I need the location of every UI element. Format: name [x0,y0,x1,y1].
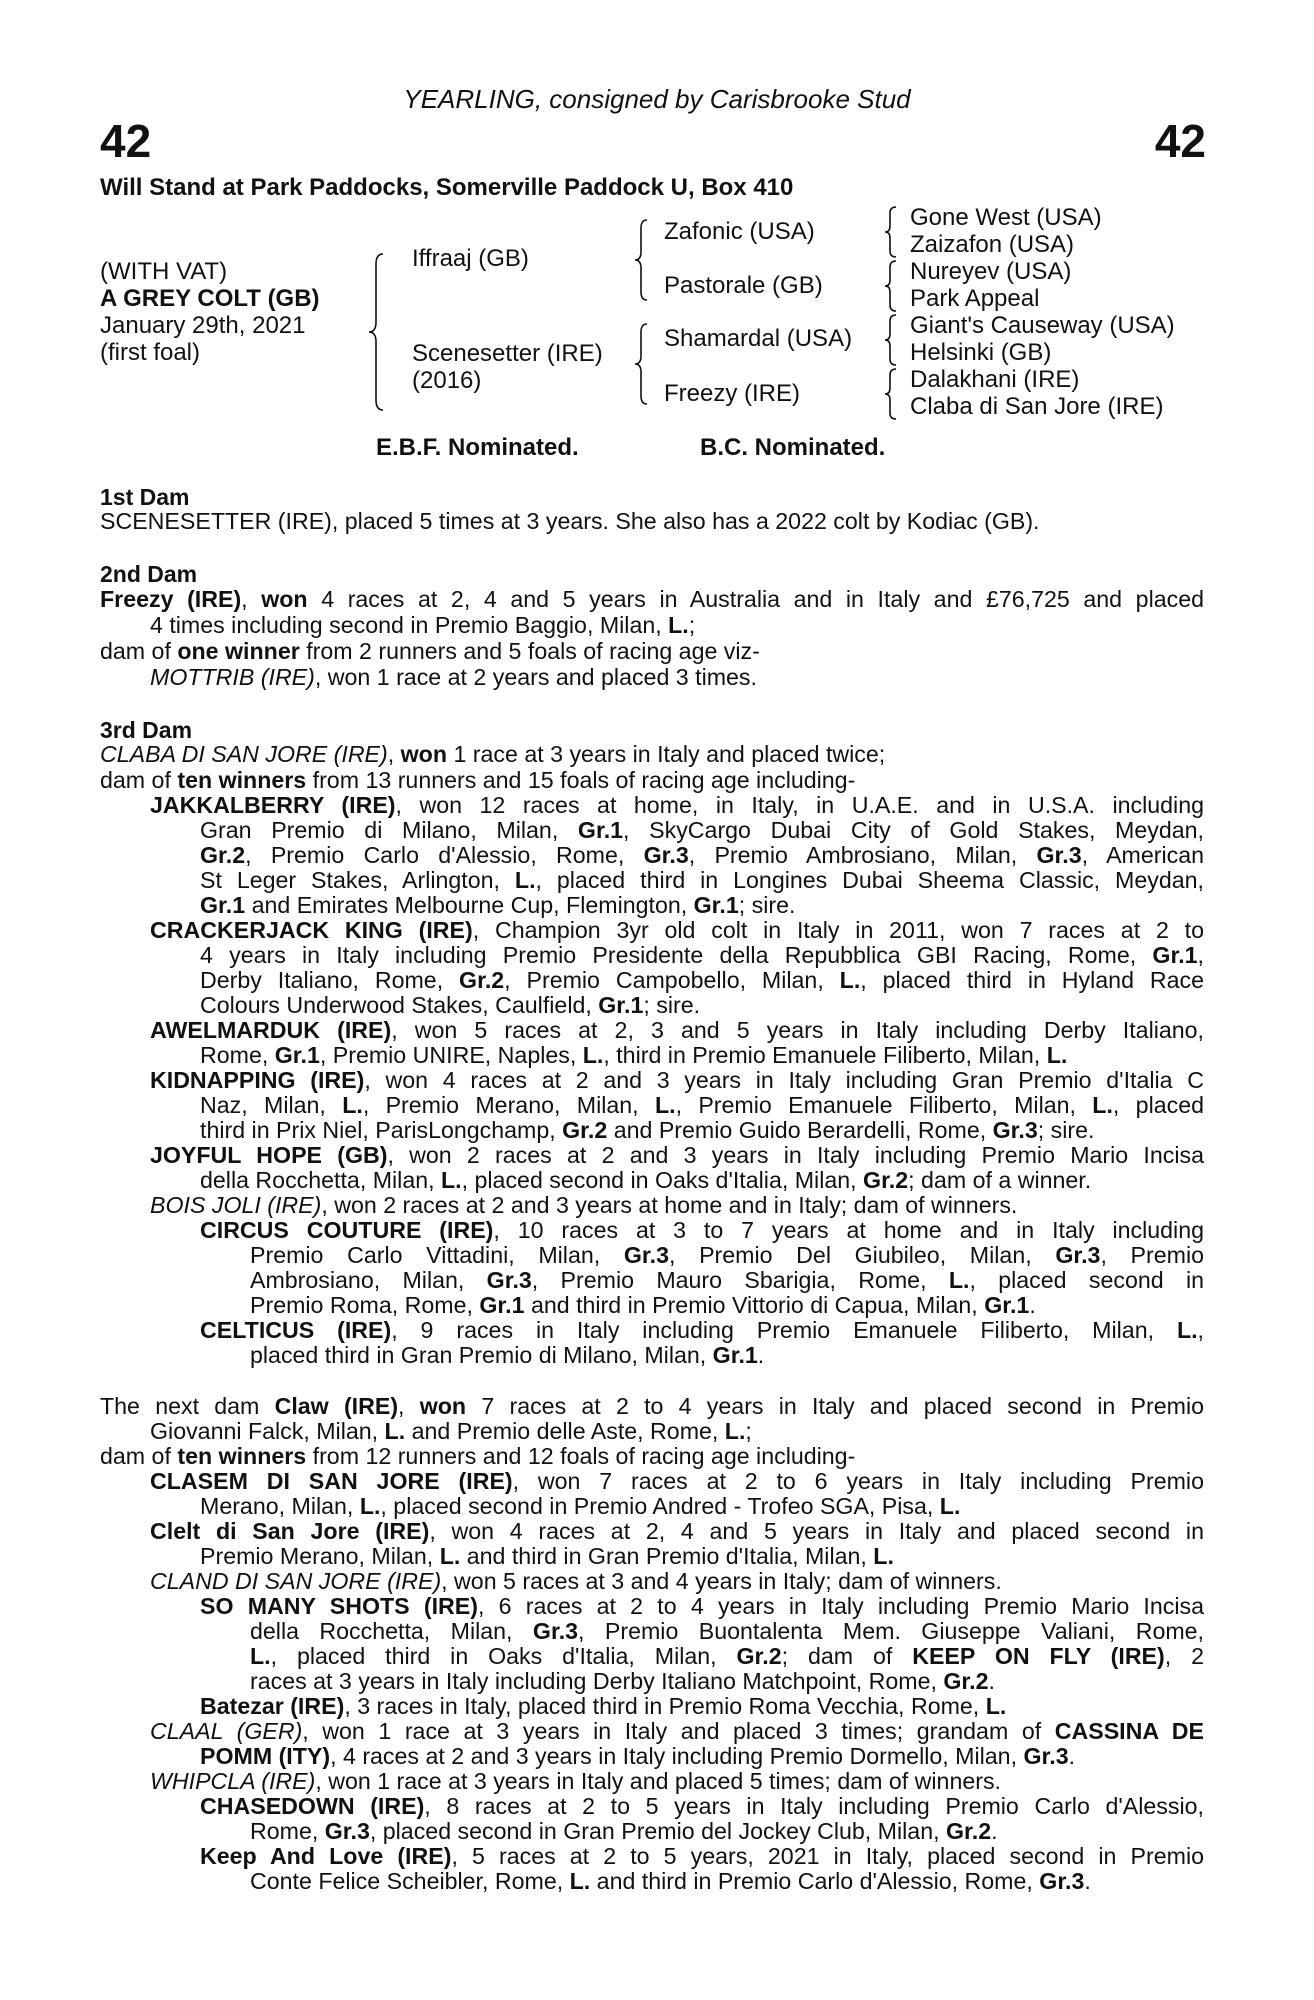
produce-line: L., placed third in Oaks d'Italia, Milan, Gr.2; dam of KEEP ON FLY (IRE), 2 [250,1643,1204,1669]
next-dam-line: Giovanni Falck, Milan, L. and Premio delle Aste, Rome, L.; [150,1418,752,1444]
third-dam-line: CLABA DI SAN JORE (IRE), won 1 race at 3 years in Italy and placed twice; [100,741,886,767]
produce-line: della Rocchetta, Milan, L., placed second in Oaks d'Italia, Milan, Gr.2; dam of a winner. [200,1167,1092,1193]
pedigree-brace-g3-1 [884,205,900,259]
produce-line: SO MANY SHOTS (IRE), 6 races at 2 to 4 years in Italy including Premio Mario Incisa [200,1593,1205,1619]
next-dam-line: dam of ten winners from 12 runners and 12 foals of racing age including- [100,1443,856,1469]
vat-note: (WITH VAT) [100,258,228,285]
dam-year: (2016) [412,367,482,394]
first-dam-heading: 1st Dam [100,484,190,510]
produce-line: Derby Italiano, Rome, Gr.2, Premio Campobello, Milan, L., placed third in Hyland Race [200,967,1204,993]
produce-line: races at 3 years in Italy including Derby Italiano Matchpoint, Rome, Gr.2. [250,1668,995,1694]
produce-line: CLAAL (GER), won 1 race at 3 years in Italy and placed 3 times; grandam of CASSINA DE [150,1718,1204,1744]
produce-line: Clelt di San Jore (IRE), won 4 races at 2, 4 and 5 years in Italy and placed second in [150,1518,1204,1544]
second-dam-line: Freezy (IRE), won 4 races at 2, 4 and 5 years in Australia and in Italy and £76,725 and placed [100,586,1204,612]
produce-line: Premio Roma, Rome, Gr.1 and third in Premio Vittorio di Capua, Milan, Gr.1. [250,1292,1036,1318]
ancestor-gen3-2: Zaizafon (USA) [910,231,1075,258]
produce-line: CHASEDOWN (IRE), 8 races at 2 to 5 years in Italy including Premio Carlo d'Alessio, [200,1793,1204,1819]
ancestor-gen3-1: Gone West (USA) [910,204,1102,231]
foaling-date: January 29th, 2021 [100,312,306,339]
produce-line: placed third in Gran Premio di Milano, Milan, Gr.1. [250,1342,765,1368]
pedigree-brace-sire [634,218,652,302]
ancestor-gen3-4: Park Appeal [910,285,1040,312]
produce-line: Rome, Gr.1, Premio UNIRE, Naples, L., third in Premio Emanuele Filiberto, Milan, L. [200,1042,1068,1068]
produce-line: CLASEM DI SAN JORE (IRE), won 7 races at 2 to 6 years in Italy including Premio [150,1468,1204,1494]
sire-sire: Zafonic (USA) [664,218,815,245]
produce-line: Gr.1 and Emirates Melbourne Cup, Flemington, Gr.1; sire. [200,892,796,918]
produce-line: Merano, Milan, L., placed second in Premio Andred - Trofeo SGA, Pisa, L. [200,1493,961,1519]
produce-line: della Rocchetta, Milan, Gr.3, Premio Buontalenta Mem. Giuseppe Valiani, Rome, [250,1618,1205,1644]
horse-name: A GREY COLT (GB) [100,285,320,312]
second-dam-line: 4 times including second in Premio Baggio, Milan, L.; [150,612,696,638]
pedigree-brace-dam [634,322,652,406]
produce-line: CRACKERJACK KING (IRE), Champion 3yr old colt in Italy in 2011, won 7 races at 2 to [150,917,1204,943]
produce-line: AWELMARDUK (IRE), won 5 races at 2, 3 and 5 years in Italy including Derby Italiano, [150,1017,1205,1043]
ancestor-gen3-5: Giant's Causeway (USA) [910,312,1175,339]
pedigree-brace-main [368,252,390,412]
first-dam-text: SCENESETTER (IRE), placed 5 times at 3 years. She also has a 2022 colt by Kodiac (GB). [100,508,1040,534]
second-dam-line: dam of one winner from 2 runners and 5 foals of racing age viz- [100,638,760,664]
produce-line: JOYFUL HOPE (GB), won 2 races at 2 and 3 years in Italy including Premio Mario Incisa [150,1142,1204,1168]
produce-line: KIDNAPPING (IRE), won 4 races at 2 and 3 years in Italy including Gran Premio d'Italia C [150,1067,1204,1093]
produce-line: CLAND DI SAN JORE (IRE), won 5 races at 3 and 4 years in Italy; dam of winners. [150,1568,1002,1594]
ancestor-gen3-7: Dalakhani (IRE) [910,366,1080,393]
produce-line: Conte Felice Scheibler, Rome, L. and third in Premio Carlo d'Alessio, Rome, Gr.3. [250,1868,1091,1894]
produce-line: POMM (ITY), 4 races at 2 and 3 years in Italy including Premio Dormello, Milan, Gr.3. [200,1743,1076,1769]
produce-line: 4 years in Italy including Premio Presidente della Repubblica GBI Racing, Rome, Gr.1, [200,942,1204,968]
ancestor-gen3-6: Helsinki (GB) [910,339,1052,366]
produce-line: Keep And Love (IRE), 5 races at 2 to 5 years, 2021 in Italy, placed second in Premio [200,1843,1204,1869]
produce-line: WHIPCLA (IRE), won 1 race at 3 years in Italy and placed 5 times; dam of winners. [150,1768,1001,1794]
produce-line: Premio Carlo Vittadini, Milan, Gr.3, Premio Del Giubileo, Milan, Gr.3, Premio [250,1242,1204,1268]
dam-name: Scenesetter (IRE) [412,340,603,367]
pedigree-brace-g3-2 [884,259,900,313]
produce-line: Naz, Milan, L., Premio Merano, Milan, L., Premio Emanuele Filiberto, Milan, L., placed [200,1092,1205,1118]
produce-line: Colours Underwood Stakes, Caulfield, Gr.1; sire. [200,992,701,1018]
second-dam-heading: 2nd Dam [100,561,198,587]
ebf-nomination: E.B.F. Nominated. [376,434,579,461]
third-dam-heading: 3rd Dam [100,717,193,743]
second-dam-line: MOTTRIB (IRE), won 1 race at 2 years and placed 3 times. [150,664,757,690]
lot-number-left: 42 [100,115,152,167]
ancestor-gen3-8: Claba di San Jore (IRE) [910,393,1164,420]
bc-nomination: B.C. Nominated. [700,434,886,461]
dam-dam: Freezy (IRE) [664,380,801,407]
third-dam-line: dam of ten winners from 13 runners and 15 foals of racing age including- [100,767,856,793]
page-subtitle: YEARLING, consigned by Carisbrooke Stud [403,84,911,114]
produce-line: Batezar (IRE), 3 races in Italy, placed third in Premio Roma Vecchia, Rome, L. [200,1693,1007,1719]
lot-number-right: 42 [1154,115,1206,167]
produce-line: Gr.2, Premio Carlo d'Alessio, Rome, Gr.3, Premio Ambrosiano, Milan, Gr.3, American [200,842,1204,868]
produce-line: St Leger Stakes, Arlington, L., placed third in Longines Dubai Sheema Classic, Meydan, [200,867,1204,893]
ancestor-gen3-3: Nureyev (USA) [910,258,1072,285]
produce-line: Ambrosiano, Milan, Gr.3, Premio Mauro Sbarigia, Rome, L., placed second in [250,1267,1205,1293]
pedigree-brace-g3-3 [884,313,900,367]
produce-line: JAKKALBERRY (IRE), won 12 races at home, in Italy, in U.A.E. and in U.S.A. including [150,792,1205,818]
pedigree-brace-g3-4 [884,367,900,421]
sire-dam: Pastorale (GB) [664,272,823,299]
produce-line: CIRCUS COUTURE (IRE), 10 races at 3 to 7 years at home and in Italy including [200,1217,1204,1243]
produce-line: Rome, Gr.3, placed second in Gran Premio del Jockey Club, Milan, Gr.2. [250,1818,998,1844]
foal-note: (first foal) [100,339,201,366]
produce-line: third in Prix Niel, ParisLongchamp, Gr.2 and Premio Guido Berardelli, Rome, Gr.3; sire. [200,1117,1095,1143]
produce-line: CELTICUS (IRE), 9 races in Italy including Premio Emanuele Filiberto, Milan, L., [200,1317,1204,1343]
produce-line: Premio Merano, Milan, L. and third in Gran Premio d'Italia, Milan, L. [200,1543,894,1569]
dam-name-bold: Freezy (IRE) [100,586,242,612]
dam-sire: Shamardal (USA) [664,325,853,352]
sire-name: Iffraaj (GB) [412,245,529,272]
produce-line: Gran Premio di Milano, Milan, Gr.1, SkyCargo Dubai City of Gold Stakes, Meydan, [200,817,1204,843]
produce-line: BOIS JOLI (IRE), won 2 races at 2 and 3 years at home and in Italy; dam of winners. [150,1192,1018,1218]
stand-location: Will Stand at Park Paddocks, Somerville Paddock U, Box 410 [100,174,794,201]
next-dam-line: The next dam Claw (IRE), won 7 races at 2 to 4 years in Italy and placed second in Premio [100,1393,1204,1419]
